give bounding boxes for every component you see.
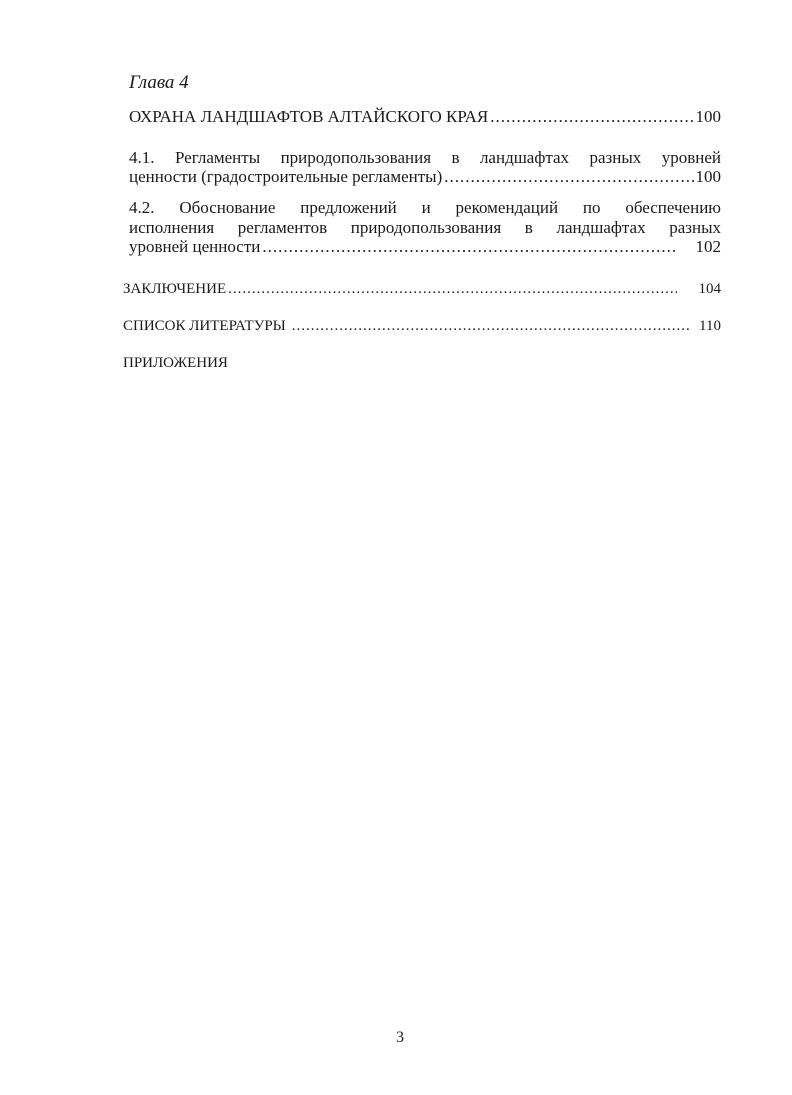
dot-leader — [292, 318, 691, 335]
toc-entry-conclusion — [123, 281, 721, 298]
toc-entry-4-2-line1: 4.2. Обоснование предложений и рекомендаций по обеспечению — [129, 198, 721, 217]
toc-entry-references — [123, 318, 721, 335]
dot-leader — [490, 107, 693, 127]
toc-entry-4-1-line1: 4.1. Регламенты природопользования в ландшафтах разных уровней — [129, 148, 721, 167]
dot-leader — [228, 281, 676, 298]
dot-leader — [262, 237, 675, 257]
toc-page-number: 100 — [695, 167, 721, 186]
toc-page-number: 102 — [695, 237, 721, 256]
toc-entry-4-2-line2: исполнения регламентов природопользования в ландшафтах разных — [129, 218, 721, 237]
toc-entry-appendices: ПРИЛОЖЕНИЯ — [123, 355, 228, 371]
toc-page-number: 110 — [699, 318, 721, 334]
toc-entry-text: уровней ценности — [129, 237, 261, 256]
page-number: 3 — [396, 1029, 404, 1046]
toc-entry-chapter-4 — [129, 107, 721, 127]
toc-entry-4-1-line2 — [129, 167, 721, 187]
toc-entry-text: ценности (градостроительные регламенты) — [129, 167, 443, 186]
toc-entry-title: ЗАКЛЮЧЕНИЕ — [123, 281, 227, 297]
toc-page-number: 104 — [698, 281, 721, 297]
chapter-label: Глава 4 — [129, 72, 189, 93]
toc-page-number: 100 — [695, 107, 721, 126]
dot-leader — [444, 167, 693, 187]
toc-entry-title: ОХРАНА ЛАНДШАФТОВ АЛТАЙСКОГО КРАЯ — [129, 107, 489, 126]
toc-entry-4-2-line3 — [129, 237, 721, 257]
toc-entry-title: СПИСОК ЛИТЕРАТУРЫ — [123, 318, 286, 334]
